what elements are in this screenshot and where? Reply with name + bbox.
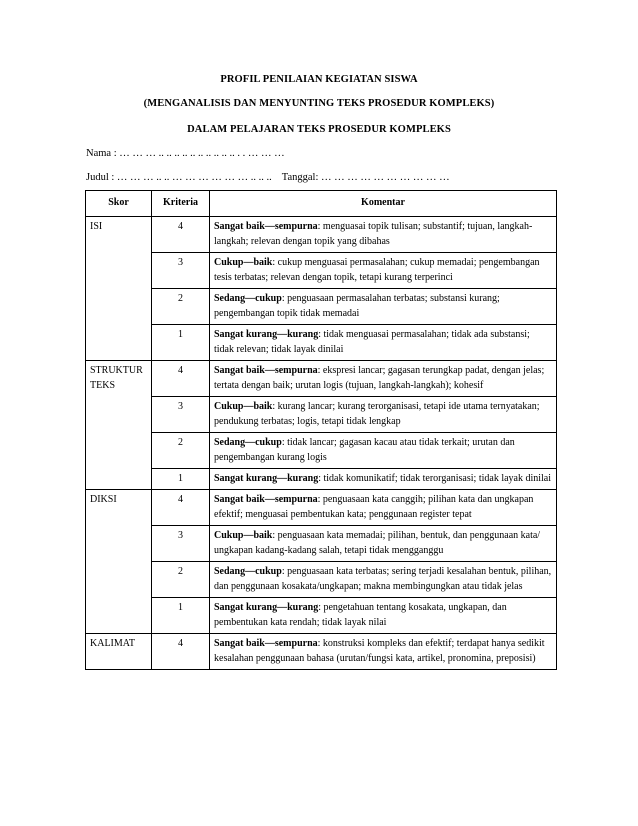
table-row — [86, 217, 557, 253]
komentar-cell — [210, 490, 557, 526]
table-row — [86, 253, 557, 289]
level-label: Cukup—baik — [214, 257, 273, 268]
comment-text: : tidak lancar; gagasan kacau atau tidak terkait; urutan dan pengembangan kurang logis — [214, 437, 515, 463]
komentar-cell — [210, 253, 557, 289]
aspect-cell: DIKSI — [86, 490, 152, 526]
header-komentar: Komentar — [210, 191, 557, 217]
aspect-cell-continued — [86, 325, 152, 361]
kriteria-score-cell: 1 — [152, 469, 210, 490]
table-row — [86, 634, 557, 670]
comment-text: : penguasaan permasalahan terbatas; substansi kurang; pengembangan topik tidak memadai — [214, 293, 500, 319]
aspect-cell-continued — [86, 397, 152, 433]
table-row — [86, 562, 557, 598]
level-label: Sangat kurang—kurang — [214, 473, 319, 484]
komentar-cell — [210, 433, 557, 469]
table-row — [86, 598, 557, 634]
comment-text: : tidak komunikatif; tidak terorganisasi; tidak layak dinilai — [318, 473, 552, 484]
table-row — [86, 325, 557, 361]
kriteria-score-cell: 4 — [152, 634, 210, 670]
komentar-cell — [210, 289, 557, 325]
document-subject-line: DALAM PELAJARAN TEKS PROSEDUR KOMPLEKS — [187, 124, 451, 135]
comment-text: : ekspresi lancar; gagasan terungkap padat, dengan jelas; tertata dengan baik; urutan logis (tujuan, langkah-langkah); kohesif — [214, 365, 545, 391]
level-label: Sedang—cukup — [214, 566, 282, 577]
kriteria-score-cell: 2 — [152, 289, 210, 325]
tanggal-field: Tanggal: … … … … … … … … … … — [281, 172, 450, 183]
comment-text: : kurang lancar; kurang terorganisasi, tetapi ide utama ternyatakan; pendukung terbatas; logis, tetapi tidak lengkap — [214, 401, 540, 427]
header-skor: Skor — [86, 191, 152, 217]
level-label: Cukup—baik — [214, 530, 273, 541]
header-kriteria: Kriteria — [152, 191, 210, 217]
comment-text: : penguasaan kata terbatas; sering terjadi kesalahan bentuk, pilihan, dan penggunaan kosakata/ungkapan; makna membingungkan atau tidak jelas — [214, 566, 552, 592]
komentar-cell — [210, 634, 557, 670]
kriteria-score-cell: 3 — [152, 526, 210, 562]
comment-text: : pengetahuan tentang kosakata, ungkapan, dan pembentukan kata rendah; tidak layak nilai — [214, 602, 507, 628]
kriteria-score-cell: 1 — [152, 325, 210, 361]
komentar-cell — [210, 397, 557, 433]
komentar-cell — [210, 361, 557, 397]
aspect-cell: ISI — [86, 217, 152, 253]
comment-text: : konstruksi kompleks dan efektif; terdapat hanya sedikit kesalahan penggunaan bahasa (urutan/fungsi kata, artikel, pronomina, preposisi) — [214, 638, 545, 664]
table-row — [86, 469, 557, 490]
kriteria-score-cell: 4 — [152, 217, 210, 253]
kriteria-score-cell: 2 — [152, 562, 210, 598]
assessment-rubric-table — [85, 190, 557, 670]
table-row — [86, 526, 557, 562]
comment-text: : penguasaan kata memadai; pilihan, bentuk, dan penggunaan kata/ ungkapan kadang-kadang salah, tetapi tidak mengganggu — [214, 530, 541, 556]
aspect-cell: STRUKTUR TEKS — [86, 361, 152, 397]
aspect-cell-continued — [86, 253, 152, 289]
nama-field: Nama : … … … .. .. .. .. .. .. .. .. .. .. . . … … … — [86, 148, 285, 159]
level-label: Sangat kurang—kurang — [214, 602, 319, 613]
kriteria-score-cell: 2 — [152, 433, 210, 469]
level-label: Sedang—cukup — [214, 293, 282, 304]
aspect-cell-continued — [86, 562, 152, 598]
judul-tanggal-line — [86, 172, 450, 183]
kriteria-score-cell: 3 — [152, 253, 210, 289]
kriteria-score-cell: 4 — [152, 361, 210, 397]
kriteria-score-cell: 3 — [152, 397, 210, 433]
level-label: Cukup—baik — [214, 401, 273, 412]
komentar-cell — [210, 562, 557, 598]
level-label: Sangat baik—sempurna — [214, 494, 318, 505]
table-body — [86, 217, 557, 670]
aspect-cell-continued — [86, 433, 152, 469]
comment-text: : menguasai topik tulisan; substantif; tujuan, langkah-langkah; relevan dengan topik yang dibahas — [214, 221, 533, 247]
comment-text: : penguasaan kata canggih; pilihan kata dan ungkapan efektif; menguasai pembentukan kata; penggunaan register tepat — [214, 494, 534, 520]
table-header-row — [86, 191, 557, 217]
kriteria-score-cell: 1 — [152, 598, 210, 634]
aspect-cell-continued — [86, 526, 152, 562]
comment-text: : tidak menguasai permasalahan; tidak ada substansi; tidak relevan; tidak layak dinilai — [214, 329, 530, 355]
table-row — [86, 289, 557, 325]
level-label: Sangat baik—sempurna — [214, 221, 318, 232]
level-label: Sangat baik—sempurna — [214, 638, 318, 649]
komentar-cell — [210, 526, 557, 562]
document-subtitle: (MENGANALISIS DAN MENYUNTING TEKS PROSEDUR KOMPLEKS) — [143, 98, 495, 109]
comment-text: : cukup menguasai permasalahan; cukup memadai; pengembangan tesis terbatas; relevan dengan topik, tetapi kurang terperinci — [214, 257, 540, 283]
komentar-cell — [210, 598, 557, 634]
table-row — [86, 433, 557, 469]
table-row — [86, 397, 557, 433]
level-label: Sangat baik—sempurna — [214, 365, 318, 376]
table-row — [86, 490, 557, 526]
judul-field: Judul : … … … .. .. … … … … … … .. .. .. — [86, 172, 272, 183]
aspect-cell: KALIMAT — [86, 634, 152, 670]
level-label: Sangat kurang—kurang — [214, 329, 319, 340]
kriteria-score-cell: 4 — [152, 490, 210, 526]
document-title: PROFIL PENILAIAN KEGIATAN SISWA — [220, 74, 418, 85]
komentar-cell — [210, 325, 557, 361]
komentar-cell — [210, 217, 557, 253]
level-label: Sedang—cukup — [214, 437, 282, 448]
komentar-cell — [210, 469, 557, 490]
aspect-cell-continued — [86, 598, 152, 634]
table-row — [86, 361, 557, 397]
aspect-cell-continued — [86, 289, 152, 325]
aspect-cell-continued — [86, 469, 152, 490]
